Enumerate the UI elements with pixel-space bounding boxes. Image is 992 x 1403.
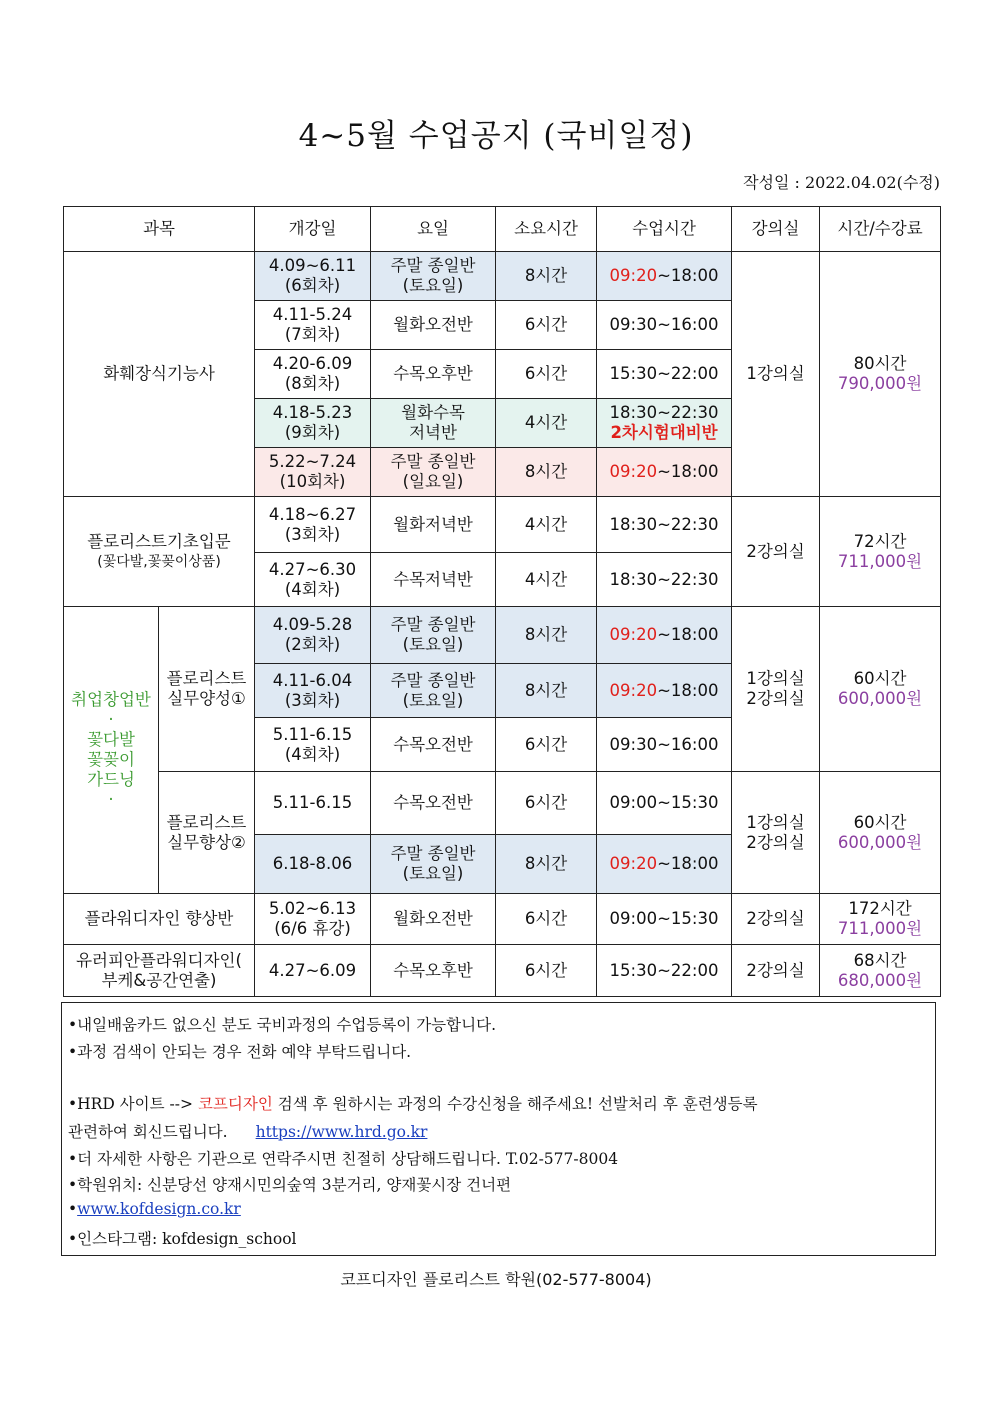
hours-fee: 60시간 600,000원 [820, 607, 941, 772]
class-day: 수목오전반 [371, 772, 496, 835]
start-date: 5.02~6.13 (6/6 휴강) [255, 894, 371, 945]
notice-line: •더 자세한 사항은 기관으로 연락주시면 친절히 상담해드립니다. T.02-577-8004 [68, 1150, 619, 1168]
start-date: 6.18-8.06 [255, 835, 371, 894]
table-row [64, 497, 941, 553]
page-title: 4~5월 수업공지 (국비일정) [298, 118, 694, 154]
class-time: 09:30~16:00 [597, 718, 732, 772]
duration: 8시간 [496, 252, 597, 301]
course-name: 플로리스트 실무향상② [159, 772, 255, 894]
table-row [64, 894, 941, 945]
class-day: 주말 종일반 (토요일) [371, 664, 496, 718]
duration: 6시간 [496, 772, 597, 835]
start-date: 4.18-5.23 (9회차) [255, 399, 371, 448]
written-date: 작성일 : 2022.04.02(수정) [743, 173, 940, 192]
duration: 6시간 [496, 894, 597, 945]
notice-line: 관련하여 회신드립니다. https://www.hrd.go.kr [68, 1123, 428, 1141]
course-name: 플로리스트기초입문 (꽃다발,꽃꽂이상품) [64, 497, 255, 607]
duration: 6시간 [496, 350, 597, 399]
start-date: 4.18~6.27 (3회차) [255, 497, 371, 553]
class-time: 18:30~22:30 [597, 553, 732, 607]
hours-fee: 172시간 711,000원 [820, 894, 941, 945]
course-name: 유러피안플라워디자인( 부케&공간연출) [64, 945, 255, 997]
notice-line: •과정 검색이 안되는 경우 전화 예약 부탁드립니다. [68, 1043, 412, 1061]
duration: 4시간 [496, 497, 597, 553]
header-class-time: 수업시간 [597, 207, 732, 252]
duration: 8시간 [496, 664, 597, 718]
notice-line: •학원위치: 신분당선 양재시민의숲역 3분거리, 양재꽃시장 건너편 [68, 1176, 512, 1194]
class-day: 수목저녁반 [371, 553, 496, 607]
class-day: 수목오후반 [371, 945, 496, 997]
exam-prep-note: 2차시험대비반 [610, 423, 718, 442]
duration: 8시간 [496, 448, 597, 497]
class-time: 18:30~22:30 [597, 497, 732, 553]
notice-box [61, 1002, 936, 1256]
class-time: 15:30~22:00 [597, 350, 732, 399]
employment-group-label: 취업창업반 · 꽃다발 꽃꽂이 가드닝 · [64, 607, 159, 894]
start-date: 5.11-6.15 (4회차) [255, 718, 371, 772]
start-date: 4.11-5.24 (7회차) [255, 301, 371, 350]
notice-line: •인스타그램: kofdesign_school [68, 1230, 297, 1248]
class-day: 월화오전반 [371, 894, 496, 945]
class-day: 주말 종일반 (일요일) [371, 448, 496, 497]
class-day: 주말 종일반 (토요일) [371, 607, 496, 664]
table-row [64, 945, 941, 997]
class-day: 월화오전반 [371, 301, 496, 350]
start-date: 4.27~6.30 (4회차) [255, 553, 371, 607]
header-duration: 소요시간 [496, 207, 597, 252]
start-date: 4.09-5.28 (2회차) [255, 607, 371, 664]
footer: 코프디자인 플로리스트 학원(02-577-8004) [340, 1270, 652, 1289]
class-time: 09:00~15:30 [597, 894, 732, 945]
classroom: 2강의실 [732, 497, 820, 607]
notice-line: •HRD 사이트 --> 코프디자인 검색 후 원하시는 과정의 수강신청을 해주세요! 선발처리 후 훈련생등록 [68, 1095, 758, 1113]
class-time: 09:20~18:00 [597, 448, 732, 497]
start-date: 4.09~6.11 (6회차) [255, 252, 371, 301]
table-row [64, 252, 941, 301]
class-day: 월화수목 저녁반 [371, 399, 496, 448]
class-day: 주말 종일반 (토요일) [371, 835, 496, 894]
class-day: 수목오후반 [371, 350, 496, 399]
notice-line: •내일배움카드 없으신 분도 국비과정의 수업등록이 가능합니다. [68, 1016, 497, 1034]
class-day: 주말 종일반 (토요일) [371, 252, 496, 301]
class-day: 수목오전반 [371, 718, 496, 772]
duration: 8시간 [496, 607, 597, 664]
start-date: 5.11-6.15 [255, 772, 371, 835]
duration: 6시간 [496, 945, 597, 997]
class-time: 09:00~15:30 [597, 772, 732, 835]
duration: 4시간 [496, 399, 597, 448]
classroom: 1강의실 [732, 252, 820, 497]
duration: 6시간 [496, 301, 597, 350]
classroom: 1강의실 2강의실 [732, 607, 820, 772]
notice-line: •www.kofdesign.co.kr [68, 1200, 241, 1218]
course-name: 플라워디자인 향상반 [64, 894, 255, 945]
class-time: 09:20~18:00 [597, 835, 732, 894]
header-day: 요일 [371, 207, 496, 252]
course-name: 화훼장식기능사 [64, 252, 255, 497]
duration: 4시간 [496, 553, 597, 607]
start-date: 4.20-6.09 (8회차) [255, 350, 371, 399]
hours-fee: 72시간 711,000원 [820, 497, 941, 607]
class-time: 18:30~22:30 2차시험대비반 [597, 399, 732, 448]
header-start: 개강일 [255, 207, 371, 252]
header-room: 강의실 [732, 207, 820, 252]
table-row [64, 607, 941, 664]
class-time: 09:20~18:00 [597, 252, 732, 301]
classroom: 1강의실 2강의실 [732, 772, 820, 894]
course-name: 플로리스트 실무양성① [159, 607, 255, 772]
start-date: 4.27~6.09 [255, 945, 371, 997]
schedule-table [63, 206, 941, 997]
hrd-link[interactable]: https://www.hrd.go.kr [255, 1123, 428, 1141]
table-row [64, 772, 941, 835]
start-date: 5.22~7.24 (10회차) [255, 448, 371, 497]
table-header-row [64, 207, 941, 252]
class-time: 15:30~22:00 [597, 945, 732, 997]
class-time: 09:20~18:00 [597, 607, 732, 664]
header-subject: 과목 [64, 207, 255, 252]
duration: 8시간 [496, 835, 597, 894]
duration: 6시간 [496, 718, 597, 772]
hours-fee: 60시간 600,000원 [820, 772, 941, 894]
hours-fee: 80시간 790,000원 [820, 252, 941, 497]
class-day: 월화저녁반 [371, 497, 496, 553]
start-date: 4.11-6.04 (3회차) [255, 664, 371, 718]
hours-fee: 68시간 680,000원 [820, 945, 941, 997]
classroom: 2강의실 [732, 894, 820, 945]
classroom: 2강의실 [732, 945, 820, 997]
website-link[interactable]: www.kofdesign.co.kr [77, 1200, 241, 1218]
class-time: 09:30~16:00 [597, 301, 732, 350]
class-time: 09:20~18:00 [597, 664, 732, 718]
header-hours-fee: 시간/수강료 [820, 207, 941, 252]
